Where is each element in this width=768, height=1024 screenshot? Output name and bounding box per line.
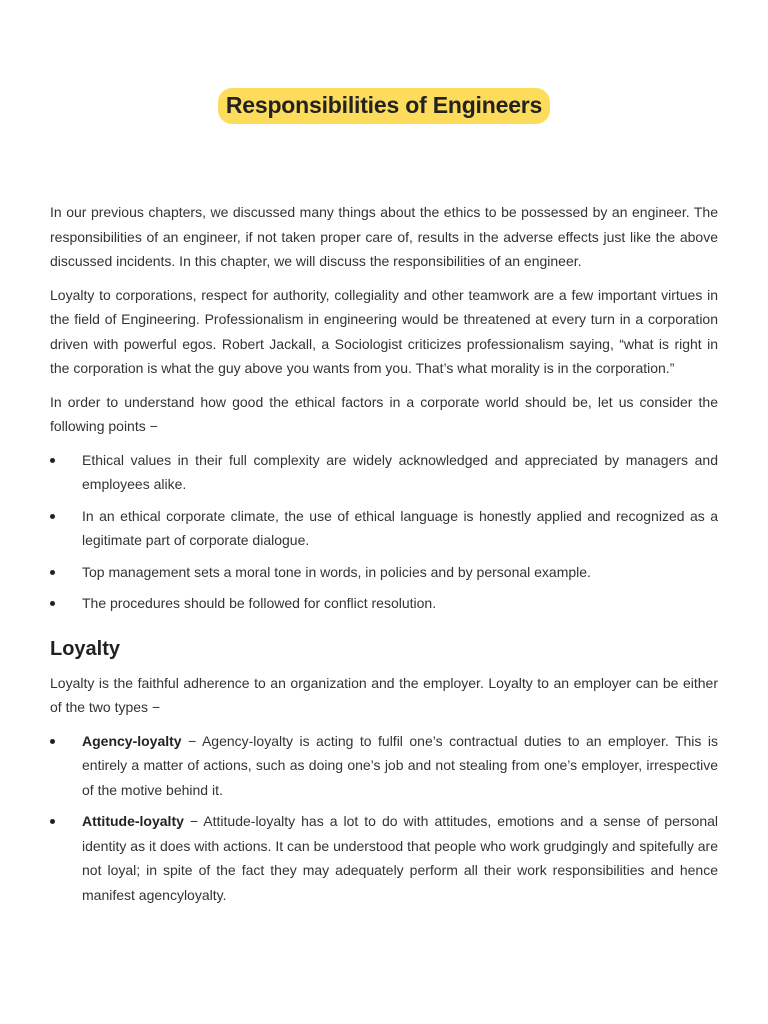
definition-attitude-loyalty: − Attitude-loyalty has a lot to do with attitudes, emotions and a sense of personal identity as it does with actions. It can be understood that people who work grudgingly and spitefully are not loyal; in spite of the fact they may adequately perform all their work responsibilities and hence manifest agencyloyalty. bbox=[82, 813, 718, 903]
list-item: In an ethical corporate climate, the use of ethical language is honestly applied and recognized as a legitimate part of corporate dialogue. bbox=[50, 504, 718, 553]
list-item-attitude-loyalty bbox=[50, 809, 718, 907]
loyalty-types-list bbox=[50, 729, 718, 908]
list-item-agency-loyalty bbox=[50, 729, 718, 803]
section-heading-loyalty: Loyalty bbox=[50, 637, 121, 660]
title-container bbox=[50, 0, 718, 200]
ethical-points-list bbox=[50, 448, 718, 616]
list-item: Ethical values in their full complexity are widely acknowledged and appreciated by managers and employees alike. bbox=[50, 448, 718, 497]
term-attitude-loyalty: Attitude-loyalty bbox=[82, 813, 184, 829]
page-title: Responsibilities of Engineers bbox=[218, 88, 550, 124]
definition-agency-loyalty: − Agency-loyalty is acting to fulfil one’s contractual duties to an employer. This is entirely a matter of actions, such as doing one’s job and not stealing from one’s employer, irrespective of the motive behind it. bbox=[82, 732, 718, 798]
list-item: The procedures should be followed for conflict resolution. bbox=[50, 591, 718, 616]
list-item: Top management sets a moral tone in words, in policies and by personal example. bbox=[50, 560, 718, 585]
loyalty-paragraph: Loyalty is the faithful adherence to an organization and the employer. Loyalty to an employer can be either of the two types − bbox=[50, 674, 718, 715]
intro-paragraph-3: In order to understand how good the ethical factors in a corporate world should be, let us consider the following points − bbox=[50, 393, 718, 434]
intro-paragraph-2: Loyalty to corporations, respect for authority, collegiality and other teamwork are a few important virtues in the field of Engineering. Professionalism in engineering would be threatened at every turn in a corporation driven with powerful egos. Robert Jackall, a Sociologist criticizes professionalism saying, “what is right in the corporation is what the guy above you wants from you. That’s what morality is in the corporation.” bbox=[50, 286, 718, 376]
intro-paragraph-1: In our previous chapters, we discussed many things about the ethics to be possessed by an engineer. The responsibilities of an engineer, if not taken proper care of, results in the adverse effects just like the above discussed incidents. In this chapter, we will discuss the responsibilities of an engineer. bbox=[50, 204, 718, 269]
term-agency-loyalty: Agency-loyalty bbox=[82, 732, 182, 749]
